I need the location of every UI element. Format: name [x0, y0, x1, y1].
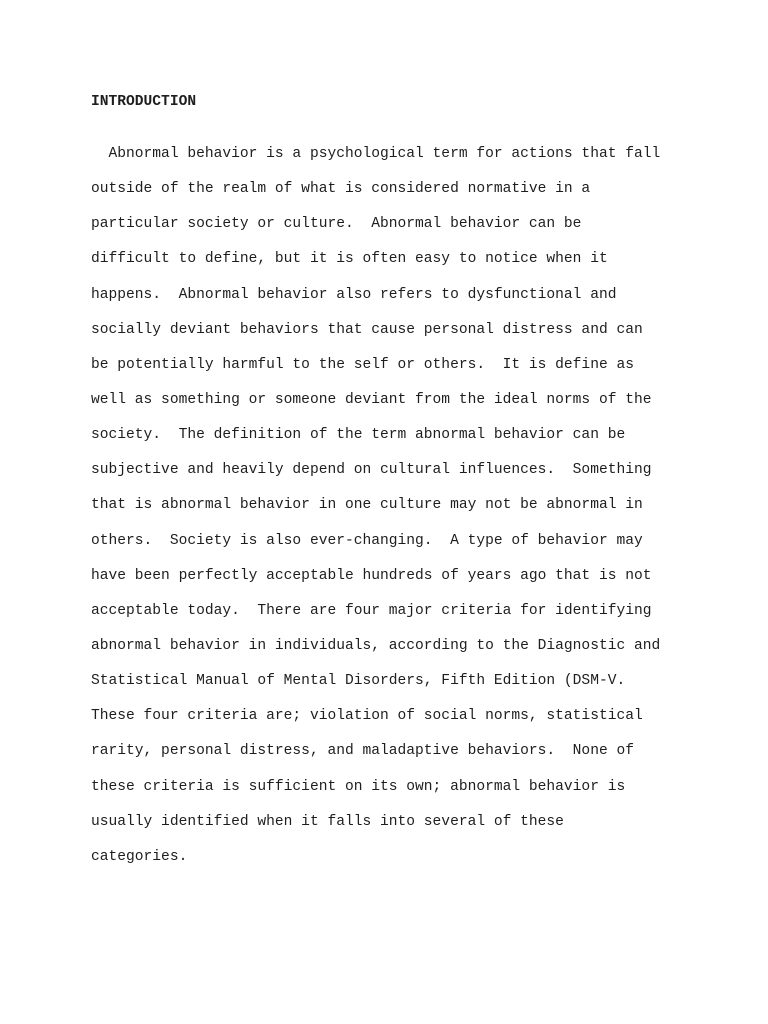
paragraph-line: socially deviant behaviors that cause personal distress and can	[91, 321, 643, 338]
paragraph-line: these criteria is sufficient on its own; abnormal behavior is	[91, 778, 626, 795]
paragraph-line: rarity, personal distress, and maladaptive behaviors. None of	[91, 743, 634, 760]
paragraph-line: happens. Abnormal behavior also refers to dysfunctional and	[91, 286, 617, 303]
paragraph-line: acceptable today. There are four major criteria for identifying	[91, 602, 652, 619]
paragraph-line: usually identified when it falls into several of these	[91, 813, 564, 830]
paragraph-line: Abnormal behavior is a psychological term for actions that fall	[91, 146, 661, 162]
paragraph-line: categories.	[91, 848, 188, 865]
paragraph-line: difficult to define, but it is often easy to notice when it	[91, 251, 608, 268]
introduction-paragraph	[91, 137, 711, 875]
paragraph-line: others. Society is also ever-changing. A type of behavior may	[91, 532, 643, 549]
paragraph-line: society. The definition of the term abnormal behavior can be	[91, 427, 626, 444]
paragraph-line: well as something or someone deviant from the ideal norms of the	[91, 391, 652, 408]
paragraph-line: that is abnormal behavior in one culture may not be abnormal in	[91, 497, 643, 514]
section-heading: INTRODUCTION	[91, 94, 197, 110]
paragraph-line: subjective and heavily depend on cultural influences. Something	[91, 462, 652, 479]
paragraph-line: outside of the realm of what is considered normative in a	[91, 181, 591, 198]
paragraph-line: abnormal behavior in individuals, according to the Diagnostic and	[91, 637, 661, 654]
paragraph-line: These four criteria are; violation of social norms, statistical	[91, 708, 643, 725]
paragraph-line: have been perfectly acceptable hundreds of years ago that is not	[91, 567, 652, 584]
paragraph-line: Statistical Manual of Mental Disorders, Fifth Edition (DSM-V.	[91, 673, 626, 690]
paragraph-line: be potentially harmful to the self or others. It is define as	[91, 356, 634, 373]
paragraph-line: particular society or culture. Abnormal behavior can be	[91, 216, 582, 233]
